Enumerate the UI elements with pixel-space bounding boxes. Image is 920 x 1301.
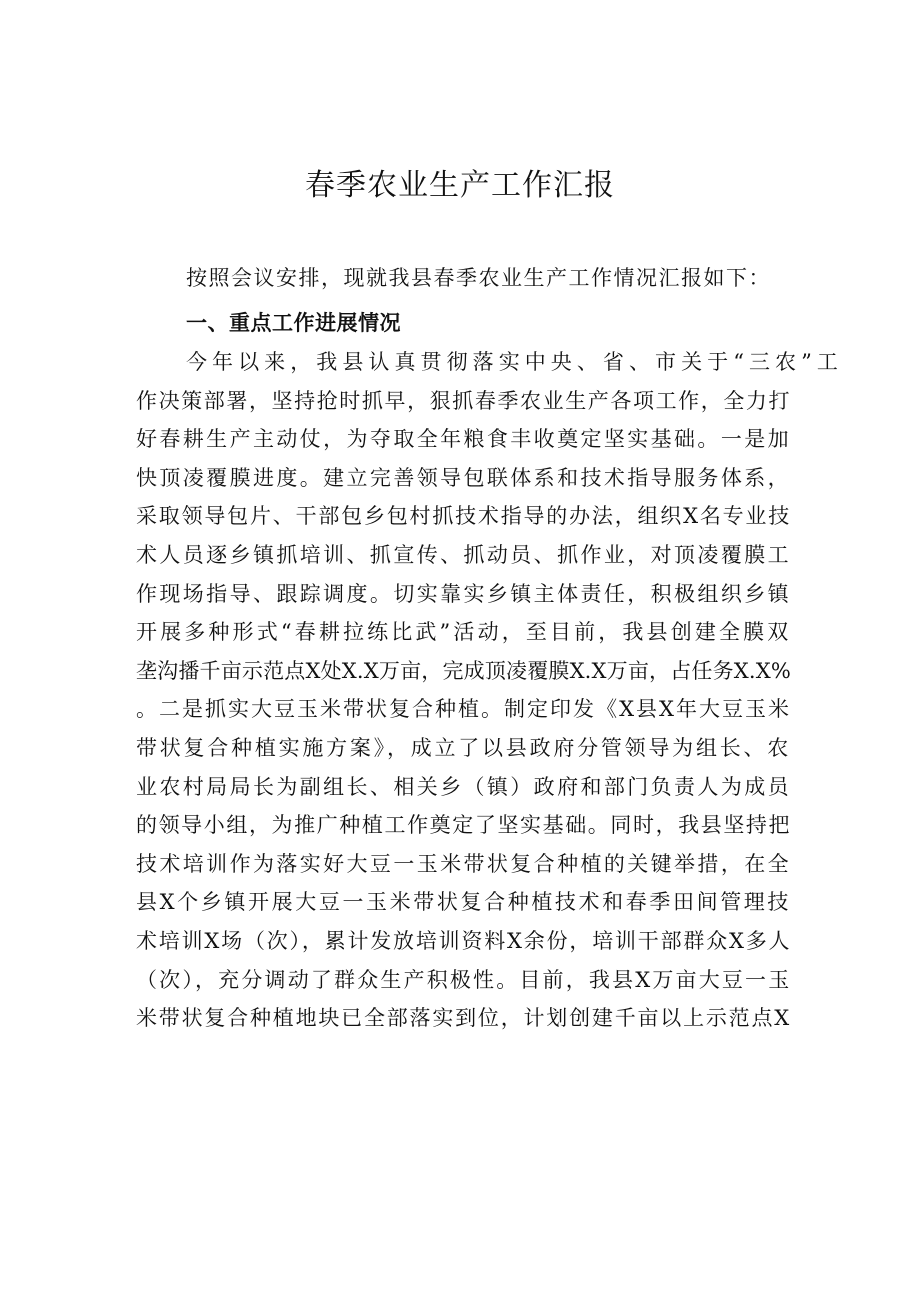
paragraph-line: 今年以来，我县认真贯彻落实中央、省、市关于“三农”工 [186, 350, 841, 374]
paragraph-line: 开展多种形式“春耕拉练比武”活动，至目前，我县创建全膜双 [136, 620, 791, 645]
paragraph-line: 快顶凌覆膜进度。建立完善领导包联体系和技术指导服务体系， [136, 465, 791, 490]
paragraph-line: 术人员逐乡镇抓培训、抓宣传、抓动员、抓作业，对顶凌覆膜工 [136, 542, 791, 567]
paragraph-line: 县X个乡镇开展大豆一玉米带状复合种植技术和春季田间管理技 [136, 890, 791, 915]
paragraph-line: 垄沟播千亩示范点X处X.X万亩，完成顶凌覆膜X.X万亩，占任务X.X% [136, 658, 791, 683]
paragraph-line: 业农村局局长为副组长、相关乡（镇）政府和部门负责人为成员 [136, 774, 791, 799]
paragraph-line: 的领导小组，为推广种植工作奠定了坚实基础。同时，我县坚持把 [136, 813, 791, 838]
paragraph-line: 好春耕生产主动仗，为夺取全年粮食丰收奠定坚实基础。一是加 [136, 427, 791, 452]
paragraph-line: 采取领导包片、干部包乡包村抓技术指导的办法，组织X名专业技 [136, 504, 791, 529]
paragraph-line: 。二是抓实大豆玉米带状复合种植。制定印发《X县X年大豆玉米 [136, 697, 791, 722]
paragraph-line: 米带状复合种植地块已全部落实到位，计划创建千亩以上示范点X [136, 1006, 791, 1031]
paragraph-line: 技术培训作为落实好大豆一玉米带状复合种植的关键举措，在全 [136, 851, 791, 876]
document-title: 春季农业生产工作汇报 [305, 168, 615, 203]
intro-paragraph [136, 259, 791, 298]
body-paragraph-1 [136, 343, 841, 1038]
intro-text: 按照会议安排，现就我县春季农业生产工作情况汇报如下： [186, 266, 771, 290]
paragraph-line: 作决策部署，坚持抢时抓早，狠抓春季农业生产各项工作，全力打 [136, 388, 791, 413]
paragraph-line: 作现场指导、跟踪调度。切实靠实乡镇主体责任，积极组织乡镇 [136, 581, 791, 606]
section-heading-1: 一、重点工作进展情况 [186, 311, 401, 335]
paragraph-line: （次），充分调动了群众生产积极性。目前，我县X万亩大豆一玉 [136, 967, 791, 992]
paragraph-line: 带状复合种植实施方案》，成立了以县政府分管领导为组长、农 [136, 735, 791, 760]
paragraph-line: 术培训X场（次），累计发放培训资料X余份，培训干部群众X多人 [136, 928, 791, 953]
